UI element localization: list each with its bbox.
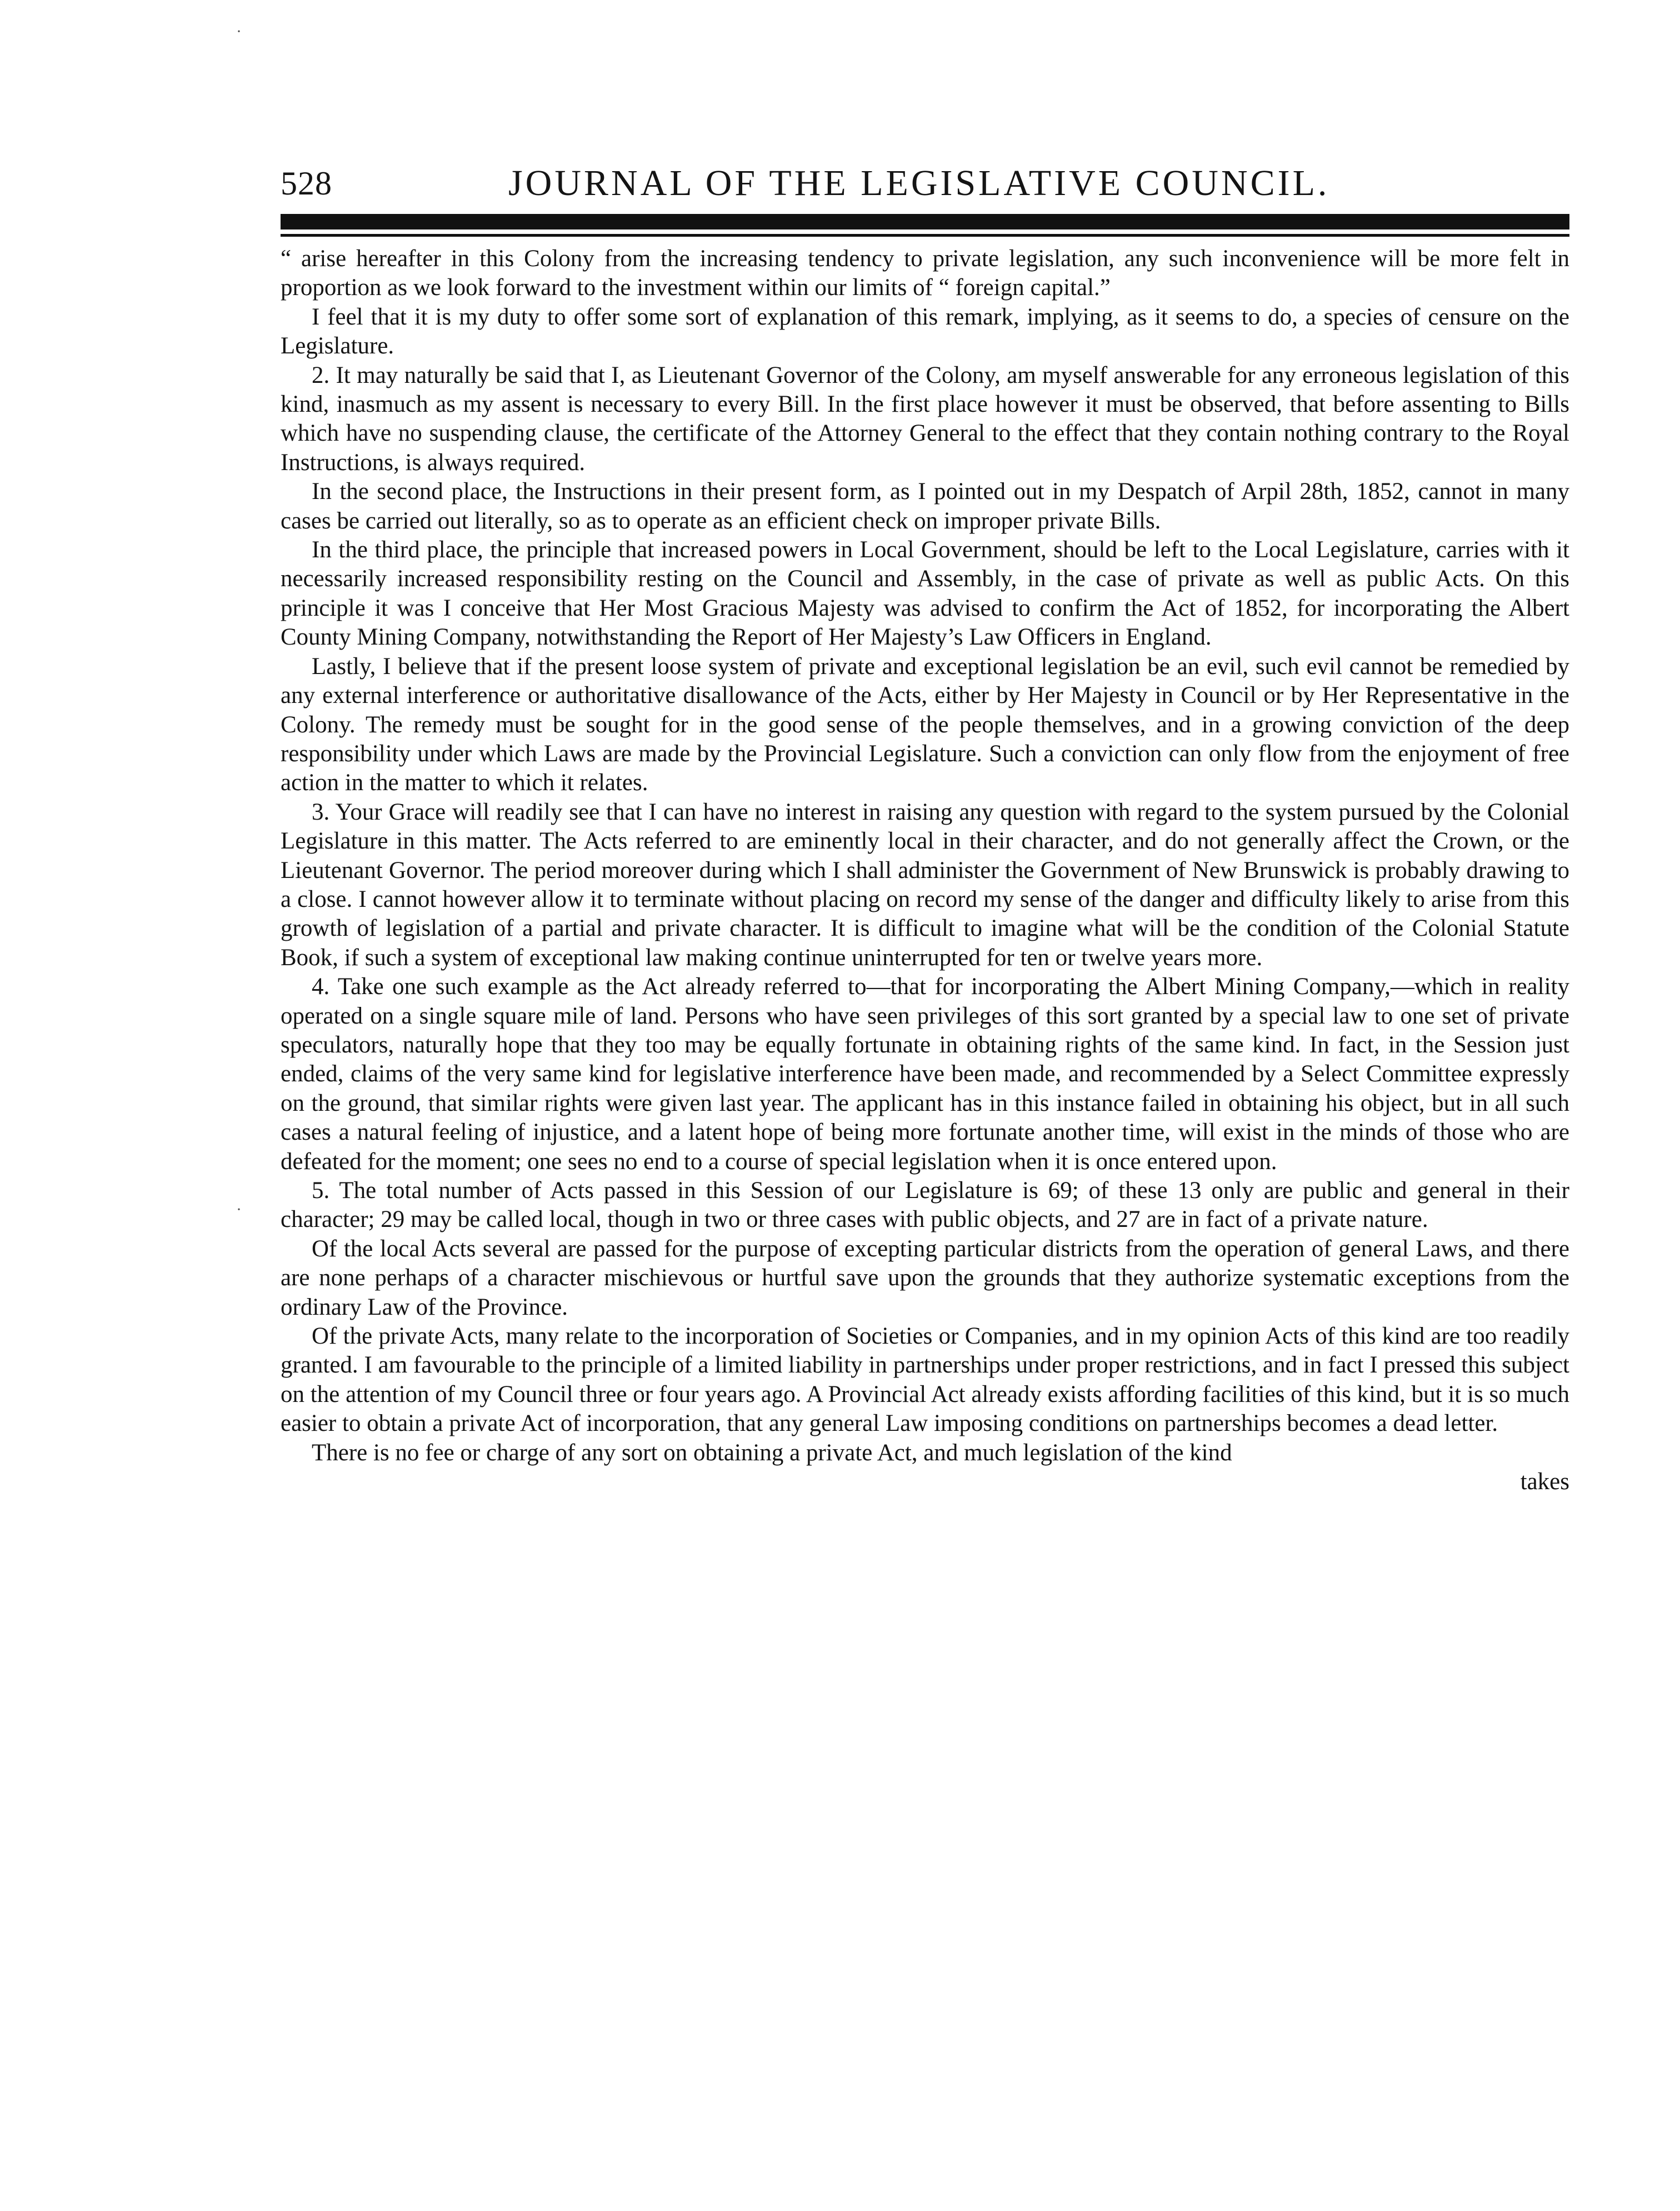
paragraph: In the third place, the principle that increased powers in Local Government, should be left to the Local Legislature, carries with it necessarily increased responsibility resting on the Council and Assembly, in the case of private as well as public Acts. On this principle it was I conceive that Her Most Gracious Majesty was advised to confirm the Act of 1852, for incorporating the Albert County Mining Company, notwithstanding the Report of Her Majesty’s Law Officers in England. — [281, 537, 1569, 651]
margin-dot: · — [236, 22, 242, 41]
paragraph: 2. It may naturally be said that I, as Lieutenant Governor of the Colony, am myself answerable for any erroneous legislation of this kind, inasmuch as my assent is necessary to every Bill. In the first place however it must be observed, that before assenting to Bills which have no suspending clause, the certificate of the Attorney General to the effect that they contain nothing contrary to the Royal Instructions, is always required. — [281, 362, 1569, 476]
paragraph: Lastly, I believe that if the present loose system of private and exceptional legislation be an evil, such evil cannot be remedied by any external interference or authoritative disallowance of the Acts, either by Her Majesty in Council or by Her Representative in the Colony. The remedy must be sought for in the good sense of the people themselves, and in a growing conviction of the deep responsibility under which Laws are made by the Provincial Legislature. Such a conviction can only flow from the enjoyment of free action in the matter to which it relates. — [281, 653, 1569, 796]
header-rule-thin — [281, 234, 1569, 237]
page-header — [281, 161, 1569, 206]
running-title: JOURNAL OF THE LEGISLATIVE COUNCIL. — [508, 163, 1330, 203]
margin-dot: · — [236, 1200, 242, 1219]
paragraph: Of the private Acts, many relate to the incorporation of Societies or Companies, and in my opinion Acts of this kind are too readily granted. I am favourable to the principle of a limited liability in partnerships under proper restrictions, and in fact I pressed this subject on the attention of my Council three or four years ago. A Provincial Act already exists affording facilities of this kind, but it is so much easier to obtain a private Act of incorporation, that any general Law imposing conditions on partnerships becomes a dead letter. — [281, 1323, 1569, 1437]
paragraph-quote: “ arise hereafter in this Colony from the increasing tendency to private legislation, any such inconvenience will be more felt in proportion as we look forward to the investment within our limits of “ foreign capital.” — [281, 246, 1569, 301]
paragraph: 5. The total number of Acts passed in this Session of our Legislature is 69; of these 13 only are public and general in their character; 29 may be called local, though in two or three cases with public objects, and 27 are in fact of a private nature. — [281, 1177, 1569, 1233]
paragraph: 3. Your Grace will readily see that I can have no interest in raising any question with regard to the system pursued by the Colonial Legislature in this matter. The Acts referred to are eminently local in their character, and do not generally affect the Crown, or the Lieutenant Governor. The period moreover during which I shall administer the Government of New Brunswick is probably drawing to a close. I cannot however allow it to terminate without placing on record my sense of the danger and difficulty likely to arise from this growth of legislation of a partial and private character. It is difficult to imagine what will be the condition of the Colonial Statute Book, if such a system of exceptional law making continue uninterrupted for ten or twelve years more. — [281, 798, 1569, 971]
paragraph: I feel that it is my duty to offer some sort of explanation of this remark, implying, as it seems to do, a species of censure on the Legislature. — [281, 303, 1569, 360]
paragraph: In the second place, the Instructions in their present form, as I pointed out in my Despatch of Arpil 28th, 1852, cannot in many cases be carried out literally, so as to operate as an efficient check on improper private Bills. — [281, 478, 1569, 534]
body-text — [281, 244, 1569, 1496]
page-number: 528 — [281, 165, 332, 202]
catchword: takes — [1520, 1469, 1569, 1495]
header-rule — [281, 214, 1569, 229]
paragraph: Of the local Acts several are passed for the purpose of excepting particular districts from the operation of general Laws, and there are none perhaps of a character mischievous or hurtful save upon the grounds that they authorize systematic exceptions from the ordinary Law of the Province. — [281, 1235, 1569, 1320]
paragraph: 4. Take one such example as the Act already referred to—that for incorporating the Albert Mining Company,—which in reality operated on a single square mile of land. Persons who have seen privileges of this sort granted by a special law to one set of private speculators, naturally hope that they too may be equally fortunate in obtaining rights of the same kind. In fact, in the Session just ended, claims of the very same kind for legislative interference have been made, and recommended by a Select Committee expressly on the ground, that similar rights were given last year. The applicant has in this instance failed in obtaining his object, but in all such cases a natural feeling of injustice, and a latent hope of being more fortunate another time, will exist in the minds of those who are defeated for the moment; one sees no end to a course of special legislation when it is once entered upon. — [281, 974, 1569, 1175]
paragraph: There is no fee or charge of any sort on obtaining a private Act, and much legislation of the kind — [312, 1439, 1232, 1466]
